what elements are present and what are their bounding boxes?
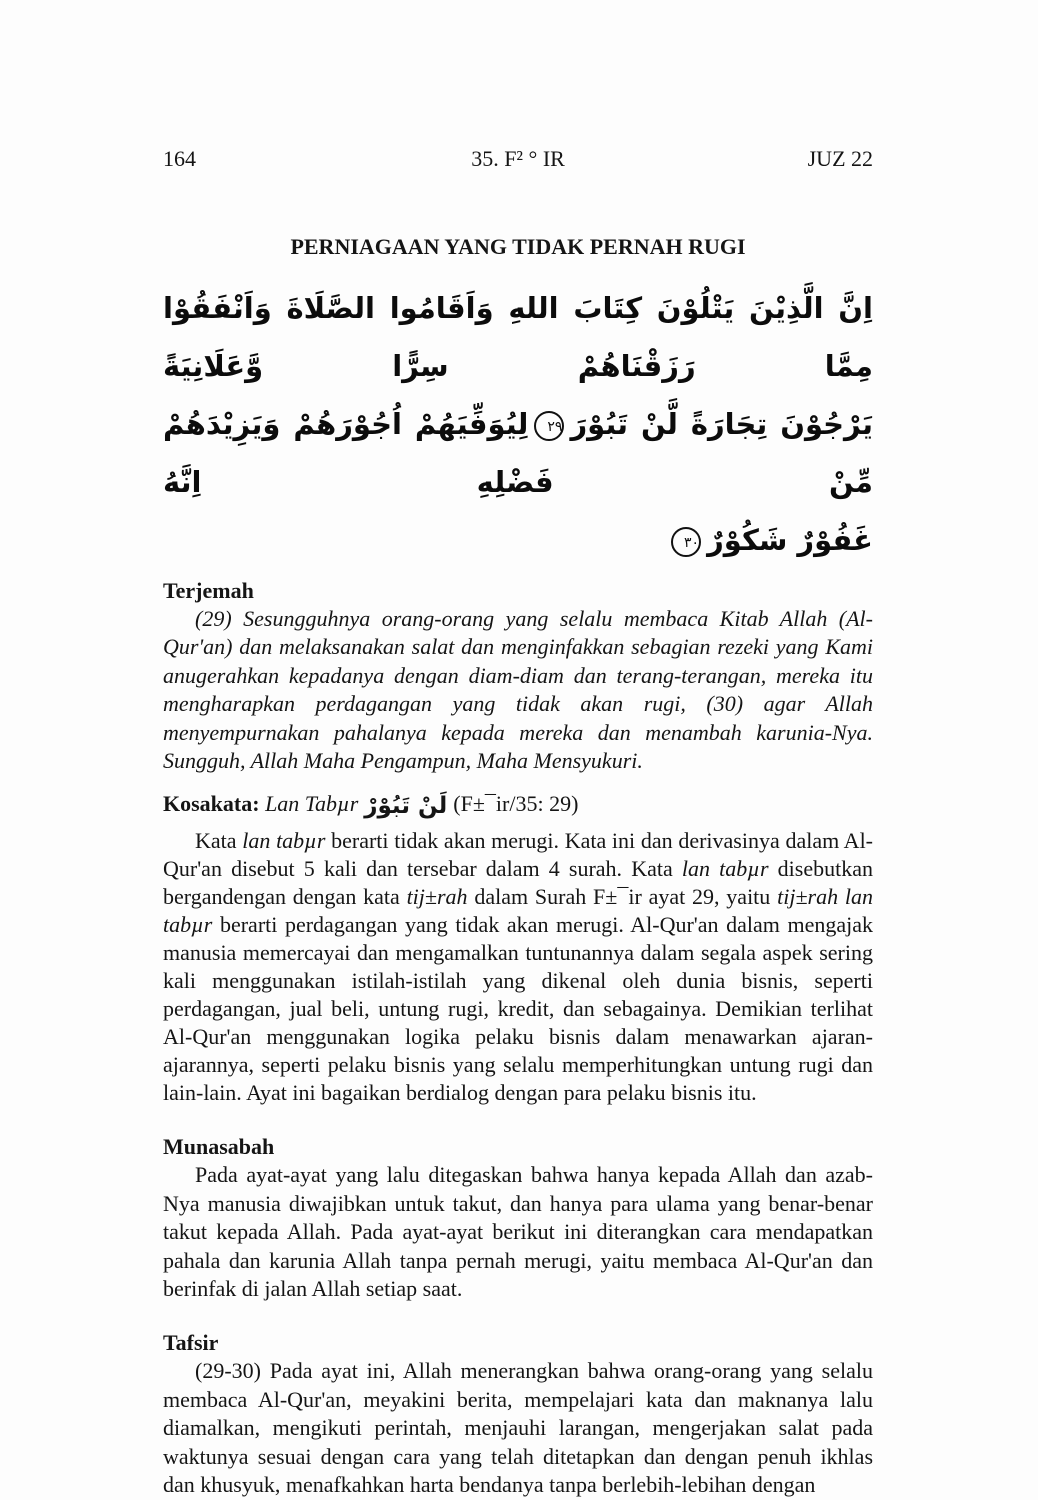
kosakata-term-arabic: لَنْ تَبُوْرْ bbox=[364, 793, 448, 820]
kosakata-segment: disebutkan bergandengan dengan kata bbox=[163, 856, 873, 910]
kosakata-term-ref: lan tabµr bbox=[242, 828, 326, 854]
verse-line-2 bbox=[163, 395, 873, 511]
juz-label: JUZ 22 bbox=[807, 146, 874, 171]
tafsir-heading: Tafsir bbox=[163, 1330, 219, 1356]
verse-line-2-end: لِيُوَفِّيَهُمْ اُجُوْرَهُمْ وَيَزِيْدَهُمْ مِّنْ فَضْلِهِ اِنَّهُ bbox=[163, 407, 873, 499]
verse-line-2-start: يَرْجُوْنَ تِجَارَةً لَّنْ تَبُوْرَ bbox=[570, 407, 873, 441]
kosakata-heading: Kosakata: bbox=[163, 791, 260, 817]
surah-header: 35. F² ° IR bbox=[471, 146, 565, 171]
running-header bbox=[163, 145, 873, 173]
verse-line-1: اِنَّ الَّذِيْنَ يَتْلُوْنَ كِتَابَ اللهِ وَاَقَامُوا الصَّلَاةَ وَاَنْفَقُوْا مِمَّا رَزَقْنَاهُمْ سِرًّا وَّعَلَانِيَةً bbox=[163, 291, 873, 383]
kosakata-segment: dalam Surah F±¯ir ayat 29, yaitu bbox=[467, 884, 778, 910]
tafsir-text: (29-30) Pada ayat ini, Allah menerangkan bahwa orang-orang yang selalu membaca Al-Qur'an, meyakini berita, mempelajari kata dan maknanya lalu diamalkan, mengikuti perintah, menjauhi larangan, mengerjakan salat pada waktunya sesuai dengan cara yang telah ditetapkan dan dengan penuh ikhlas dan khusyuk, menafkahkan harta bendanya tanpa berlebih-lebihan dengan bbox=[163, 1358, 873, 1498]
kosakata-term-ref: tij±rah bbox=[406, 884, 468, 910]
ayah-number-30: ٣٠ bbox=[684, 535, 700, 551]
munasabah-text: Pada ayat-ayat yang lalu ditegaskan bahwa hanya kepada Allah dan azab-Nya manusia diwajibkan untuk takut, dan hanya para ulama yang benar-benar takut kepada Allah. Pada ayat-ayat berikut ini diterangkan cara mendapatkan pahala dan karunia Allah tanpa pernah merugi, yaitu membaca Al-Qur'an dan berinfak di jalan Allah setiap saat. bbox=[163, 1162, 873, 1302]
terjemah-heading: Terjemah bbox=[163, 578, 254, 603]
kosakata-term-ref: lan tabµr bbox=[681, 856, 769, 882]
kosakata-segment: berarti tidak akan merugi. Kata ini dan derivasinya dalam Al-Qur'an disebut 5 kali dan tersebar dalam 4 surah. Kata bbox=[163, 828, 874, 882]
quran-verse-block bbox=[163, 279, 873, 569]
kosakata-term-latin: Lan Tabµr bbox=[265, 791, 359, 817]
verse-line-3 bbox=[163, 511, 873, 569]
section-title: PERNIAGAAN YANG TIDAK PERNAH RUGI bbox=[290, 234, 746, 259]
kosakata-term-ref: tij±rah lan tabµr bbox=[163, 884, 873, 938]
ayah-end-marker-30 bbox=[671, 527, 701, 557]
kosakata-segment: berarti perdagangan yang tidak akan merugi. Al-Qur'an dalam mengajak manusia memercayai dan mengamalkan tuntunannya dalam segala aspek sering kali menggunakan istilah-istilah yang dikenal oleh dunia bisnis, seperti perdagangan, jual beli, untung rugi, kredit, dan sebagainya. Demikian terlihat Al-Qur'an menggunakan logika pelaku bisnis dalam menawarkan ajaran-ajarannya, seperti pelaku bisnis yang selalu memperhitungkan untung rugi dan lain-lain. Ayat ini bagaikan berdialog dengan para pelaku bisnis itu. bbox=[163, 912, 873, 1106]
terjemah-text: (29) Sesungguhnya orang-orang yang selalu membaca Kitab Allah (Al-Qur'an) dan melaksanakan salat dan menginfakkan sebagian rezeki yang Kami anugerahkan kepadanya dengan diam-diam dan terang-terangan, mereka itu mengharapkan perdagangan yang tidak akan rugi, (30) agar Allah menyempurnakan pahalanya kepada mereka dan menambah karunia-Nya. Sungguh, Allah Maha Pengampun, Maha Mensyukuri. bbox=[163, 606, 873, 774]
verse-line-3-text: غَفُوْرٌ شَكُوْرٌ bbox=[707, 523, 873, 557]
kosakata-reference: (F±¯ir/35: 29) bbox=[453, 791, 579, 817]
kosakata-paragraph bbox=[163, 827, 873, 1107]
ayah-number-29: ٢٩ bbox=[547, 419, 563, 435]
kosakata-line bbox=[163, 785, 873, 825]
ayah-end-marker-29 bbox=[534, 411, 564, 441]
kosakata-segment: Kata bbox=[195, 828, 243, 854]
page-number: 164 bbox=[163, 146, 196, 171]
munasabah-heading: Munasabah bbox=[163, 1134, 275, 1160]
